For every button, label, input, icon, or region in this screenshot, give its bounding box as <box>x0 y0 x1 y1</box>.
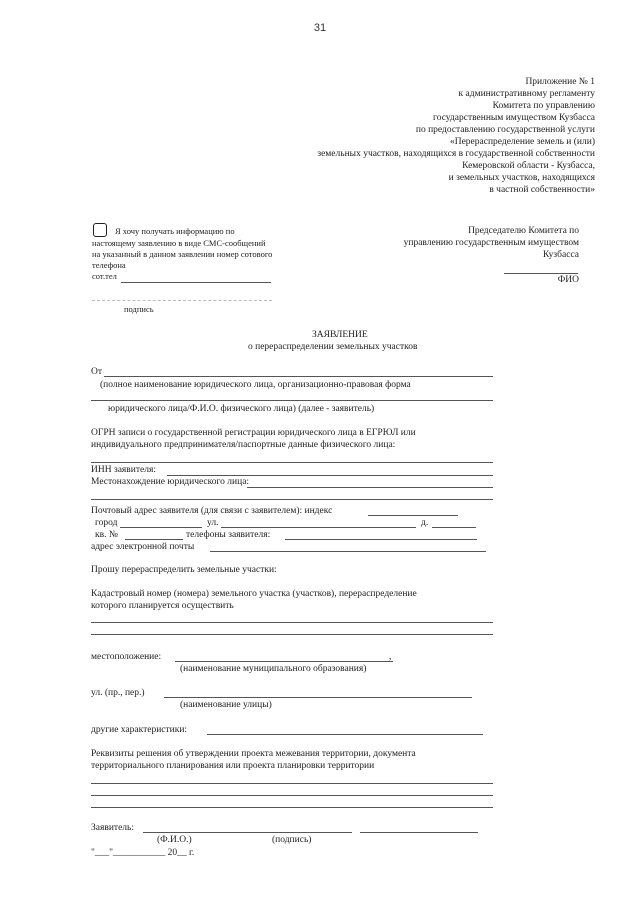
location-field-2[interactable] <box>91 499 493 500</box>
decision-text: территориального планирования или проекта планировки территории <box>91 761 375 771</box>
page-number: 31 <box>313 22 327 34</box>
place-hint: (наименование муниципального образования) <box>180 664 367 674</box>
appendix-line: в частной собственности» <box>489 185 595 195</box>
location-label: Местонахождение юридического лица: <box>91 477 250 487</box>
decision-field[interactable] <box>91 783 493 784</box>
sms-signature-field[interactable] <box>92 300 272 301</box>
sms-checkbox[interactable] <box>93 223 107 237</box>
apt-field[interactable] <box>125 539 183 540</box>
appendix-line: Комитета по управлению <box>492 101 595 111</box>
decision-field-3[interactable] <box>91 807 493 808</box>
from-hint: юридического лица/Ф.И.О. физического лица) (далее - заявитель) <box>108 404 375 414</box>
city-field[interactable] <box>120 527 202 528</box>
email-field[interactable] <box>210 551 486 552</box>
date-line[interactable]: "___"___________ 20__ г. <box>91 848 195 858</box>
applicant-signature-field[interactable] <box>360 832 478 833</box>
fio-hint: (Ф.И.О.) <box>157 835 192 845</box>
applicant-label: Заявитель: <box>91 823 134 833</box>
city-label: город <box>95 518 118 528</box>
street-label: ул. <box>207 518 219 528</box>
addressee-line: Председателю Комитета по <box>468 226 579 236</box>
street2-hint: (наименование улицы) <box>180 700 272 710</box>
street2-label: ул. (пр., пер.) <box>91 688 145 698</box>
sms-text: настоящему заявлению в виде СМС-сообщений <box>92 238 266 248</box>
ogrn-text: индивидуального предпринимателя/паспортные данные физического лица: <box>91 440 396 450</box>
house-field[interactable] <box>432 527 476 528</box>
from-hint: (полное наименование юридического лица, организационно-правовая форма <box>100 380 411 390</box>
cadastral-text: Кадастровый номер (номера) земельного участка (участков), перераспределение <box>91 589 417 599</box>
postal-label: Почтовый адрес заявителя (для связи с заявителем): индекс <box>91 506 333 516</box>
street-field[interactable] <box>221 527 416 528</box>
phone-label: сот.тел <box>92 271 117 281</box>
sms-text: на указанный в данном заявлении номер сотового <box>92 249 273 259</box>
fio-label: ФИО <box>557 275 579 285</box>
addressee-line: управлению государственным имуществом <box>403 238 579 248</box>
phones-label: телефоны заявителя: <box>186 530 271 540</box>
from-label: От <box>91 367 103 377</box>
street2-field[interactable] <box>164 697 472 698</box>
applicant-fio-field[interactable] <box>143 832 352 833</box>
location-field[interactable] <box>247 487 493 488</box>
signature-hint: (подпись) <box>272 835 312 845</box>
form-title: ЗАЯВЛЕНИЕ <box>312 330 368 340</box>
house-label: д. <box>421 518 429 528</box>
postal-index-field[interactable] <box>368 515 458 516</box>
appendix-line: Приложение № 1 <box>525 77 595 87</box>
sms-text: Я хочу получать информацию по <box>115 226 235 236</box>
place-field[interactable] <box>175 661 393 662</box>
phones-field[interactable] <box>285 539 477 540</box>
ogrn-text: ОГРН записи о государственной регистрации юридического лица в ЕГРЮЛ или <box>91 428 416 438</box>
from-field[interactable] <box>104 376 493 377</box>
addressee-line: Кузбасса <box>543 250 579 260</box>
appendix-line: земельных участков, находящихся в государственной собственности <box>317 149 595 159</box>
other-field[interactable] <box>207 734 483 735</box>
cadastral-field-2[interactable] <box>91 634 493 635</box>
appendix-line: и земельных участков, находящихся <box>448 173 595 183</box>
inn-label: ИНН заявителя: <box>91 465 156 475</box>
phone-field[interactable] <box>121 282 271 283</box>
appendix-line: Кемеровской области - Кузбасса, <box>462 161 595 171</box>
apt-label: кв. № <box>95 530 118 540</box>
cadastral-text: которого планируется осуществить <box>91 601 234 611</box>
decision-text: Реквизиты решения об утверждении проекта межевания территории, документа <box>91 749 416 759</box>
appendix-line: к административному регламенту <box>458 89 595 99</box>
ogrn-field[interactable] <box>91 462 493 463</box>
appendix-line: «Перераспределение земель и (или) <box>449 137 595 147</box>
appendix-line: по предоставлению государственной услуги <box>415 125 595 135</box>
from-field-2[interactable] <box>91 400 493 401</box>
decision-field-2[interactable] <box>91 795 493 796</box>
place-comma: , <box>389 652 392 662</box>
sms-signature-label: подпись <box>124 304 154 314</box>
place-label: местоположение: <box>91 652 162 662</box>
appendix-line: государственным имуществом Кузбасса <box>433 113 595 123</box>
form-subtitle: о перераспределении земельных участков <box>248 342 418 352</box>
request-text: Прошу перераспределить земельные участки: <box>91 565 277 575</box>
other-label: другие характеристики: <box>91 725 188 735</box>
email-label: адрес электронной почты <box>91 542 195 552</box>
cadastral-field[interactable] <box>91 622 493 623</box>
sms-text: телефона <box>92 260 126 270</box>
